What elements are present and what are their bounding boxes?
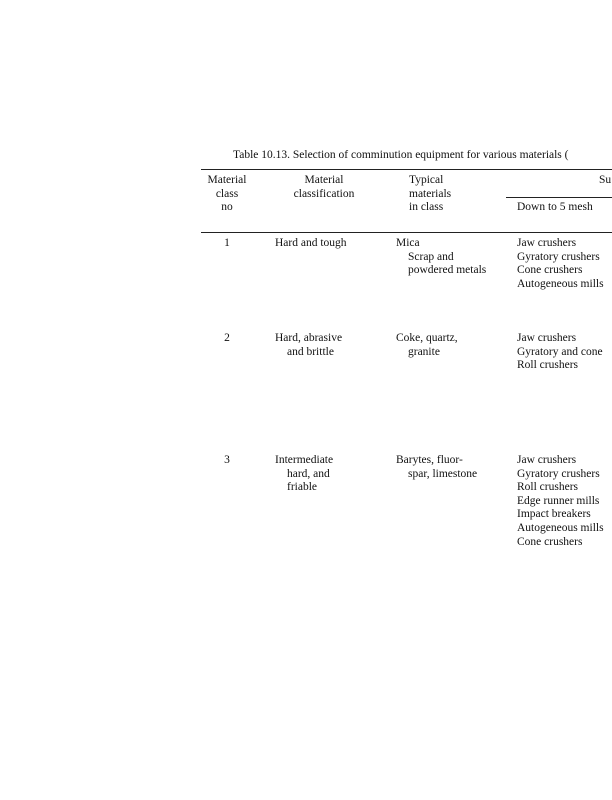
row-materials: Barytes, fluor- spar, limestone	[396, 454, 478, 480]
row-classification: Hard, abrasive and brittle	[275, 332, 343, 358]
header-size-group: Su	[599, 174, 612, 186]
row-equipment: Jaw crushers Gyratory crushers Roll crushers Edge runner mills Impact breakers Autogeneous mills Cone crushers	[517, 454, 604, 548]
header-typical-materials: Typical materials in class	[409, 174, 452, 214]
row-equipment: Jaw crushers Gyratory crushers Cone crushers Autogeneous mills	[517, 237, 604, 290]
header-group-rule	[506, 197, 612, 198]
row-class-no: 3	[224, 454, 230, 466]
row-materials: Coke, quartz, granite	[396, 332, 458, 358]
row-equipment: Jaw crushers Gyratory and cone Roll crushers	[517, 332, 603, 372]
row-classification: Hard and tough	[275, 237, 347, 249]
top-rule	[201, 169, 612, 170]
header-class-no: Material class no	[207, 174, 247, 214]
header-down-to: Down to 5 mesh	[517, 201, 593, 213]
row-materials: Mica Scrap and powdered metals	[396, 237, 487, 277]
row-class-no: 2	[224, 332, 230, 344]
header-bottom-rule	[201, 232, 612, 233]
row-classification: Intermediate hard, and friable	[275, 454, 334, 494]
header-classification: Material classification	[293, 174, 355, 200]
row-class-no: 1	[224, 237, 230, 249]
table-caption: Table 10.13. Selection of comminution equipment for various materials (	[233, 149, 569, 161]
